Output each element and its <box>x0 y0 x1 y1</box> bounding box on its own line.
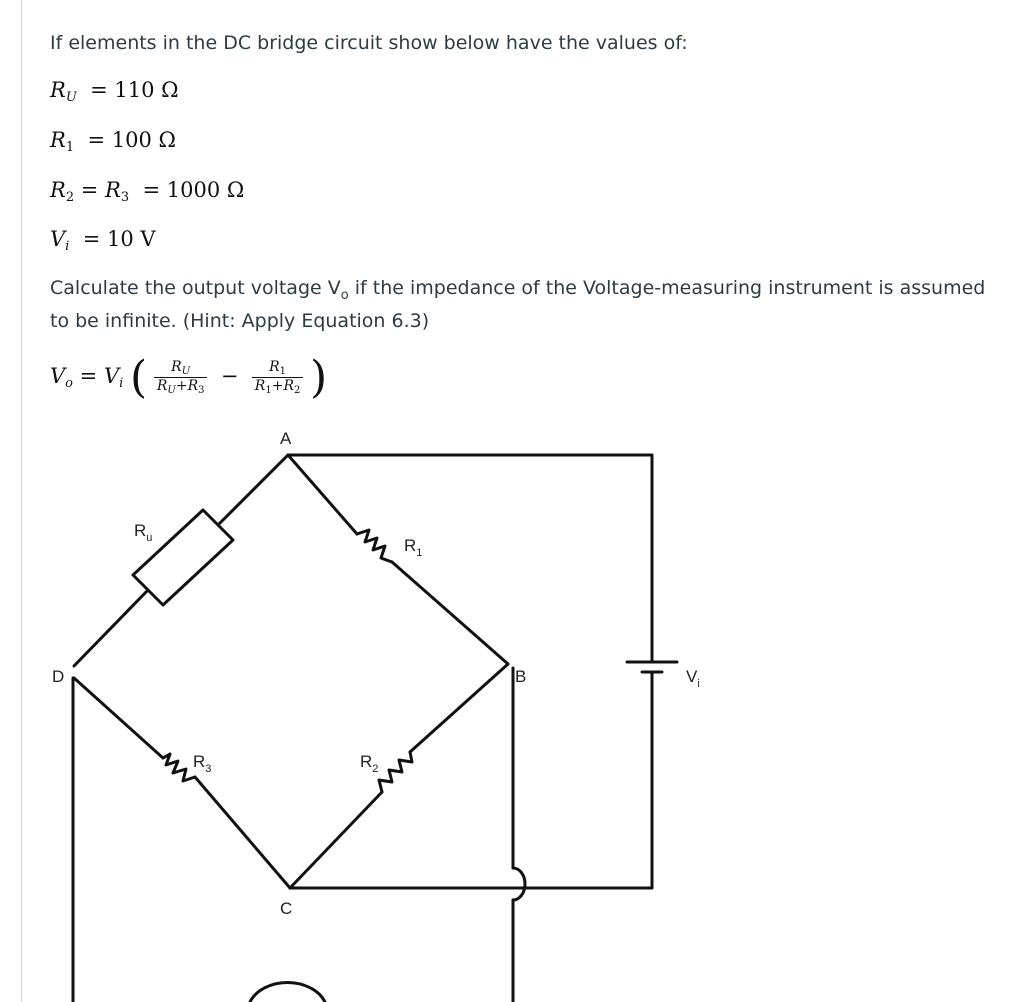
intro-text: If elements in the DC bridge circuit show below have the values of: <box>50 32 688 54</box>
question-text-line2: to be infinite. (Hint: Apply Equation 6.3) <box>50 310 430 332</box>
wire-battery-c <box>290 672 652 888</box>
equation-6-3: $V_o = V_i$ ( $\frac{R_U}{R_U+R_3}$ − $\frac{R_1}{R_1+R_2}$ ) <box>50 352 328 403</box>
wire-c-r2 <box>290 792 382 888</box>
wire-a-ru <box>218 455 288 525</box>
meter-arc <box>250 982 325 1002</box>
label-r1: $R_1$ <box>404 536 423 559</box>
label-r3: $R_3$ <box>193 752 212 775</box>
node-b-label: B <box>515 667 527 686</box>
wire-a-r1 <box>288 455 357 534</box>
question-text: Calculate the output voltage $V_o$ if the impedance of the Voltage-measuring instrument is assumed <box>50 277 986 303</box>
wire-ru-d <box>74 590 148 666</box>
wire-d-r3 <box>74 678 163 758</box>
node-d-label: D <box>52 667 65 686</box>
node-a-label: A <box>280 429 292 448</box>
label-ru: $R_u$ <box>134 521 153 544</box>
value-r2-r3: $R_2 = R_3 = 1000$ Ω <box>50 178 245 205</box>
wire-r1-b <box>392 562 508 664</box>
label-vi: $V_i$ <box>686 667 700 690</box>
resistor-r2 <box>379 752 412 792</box>
value-ru: $R_U = 110$ Ω <box>50 78 179 105</box>
wire-crossover <box>513 868 525 900</box>
label-r2: $R_2$ <box>360 752 379 775</box>
wire-r3-c <box>195 777 290 888</box>
node-c-label: C <box>280 899 293 918</box>
resistor-r3 <box>163 754 195 781</box>
wire-r2-b <box>410 664 508 752</box>
value-r1: $R_1 = 100$ Ω <box>50 128 176 155</box>
value-vi: $V_i = 10$ V <box>50 227 156 254</box>
resistor-r1 <box>357 530 392 562</box>
